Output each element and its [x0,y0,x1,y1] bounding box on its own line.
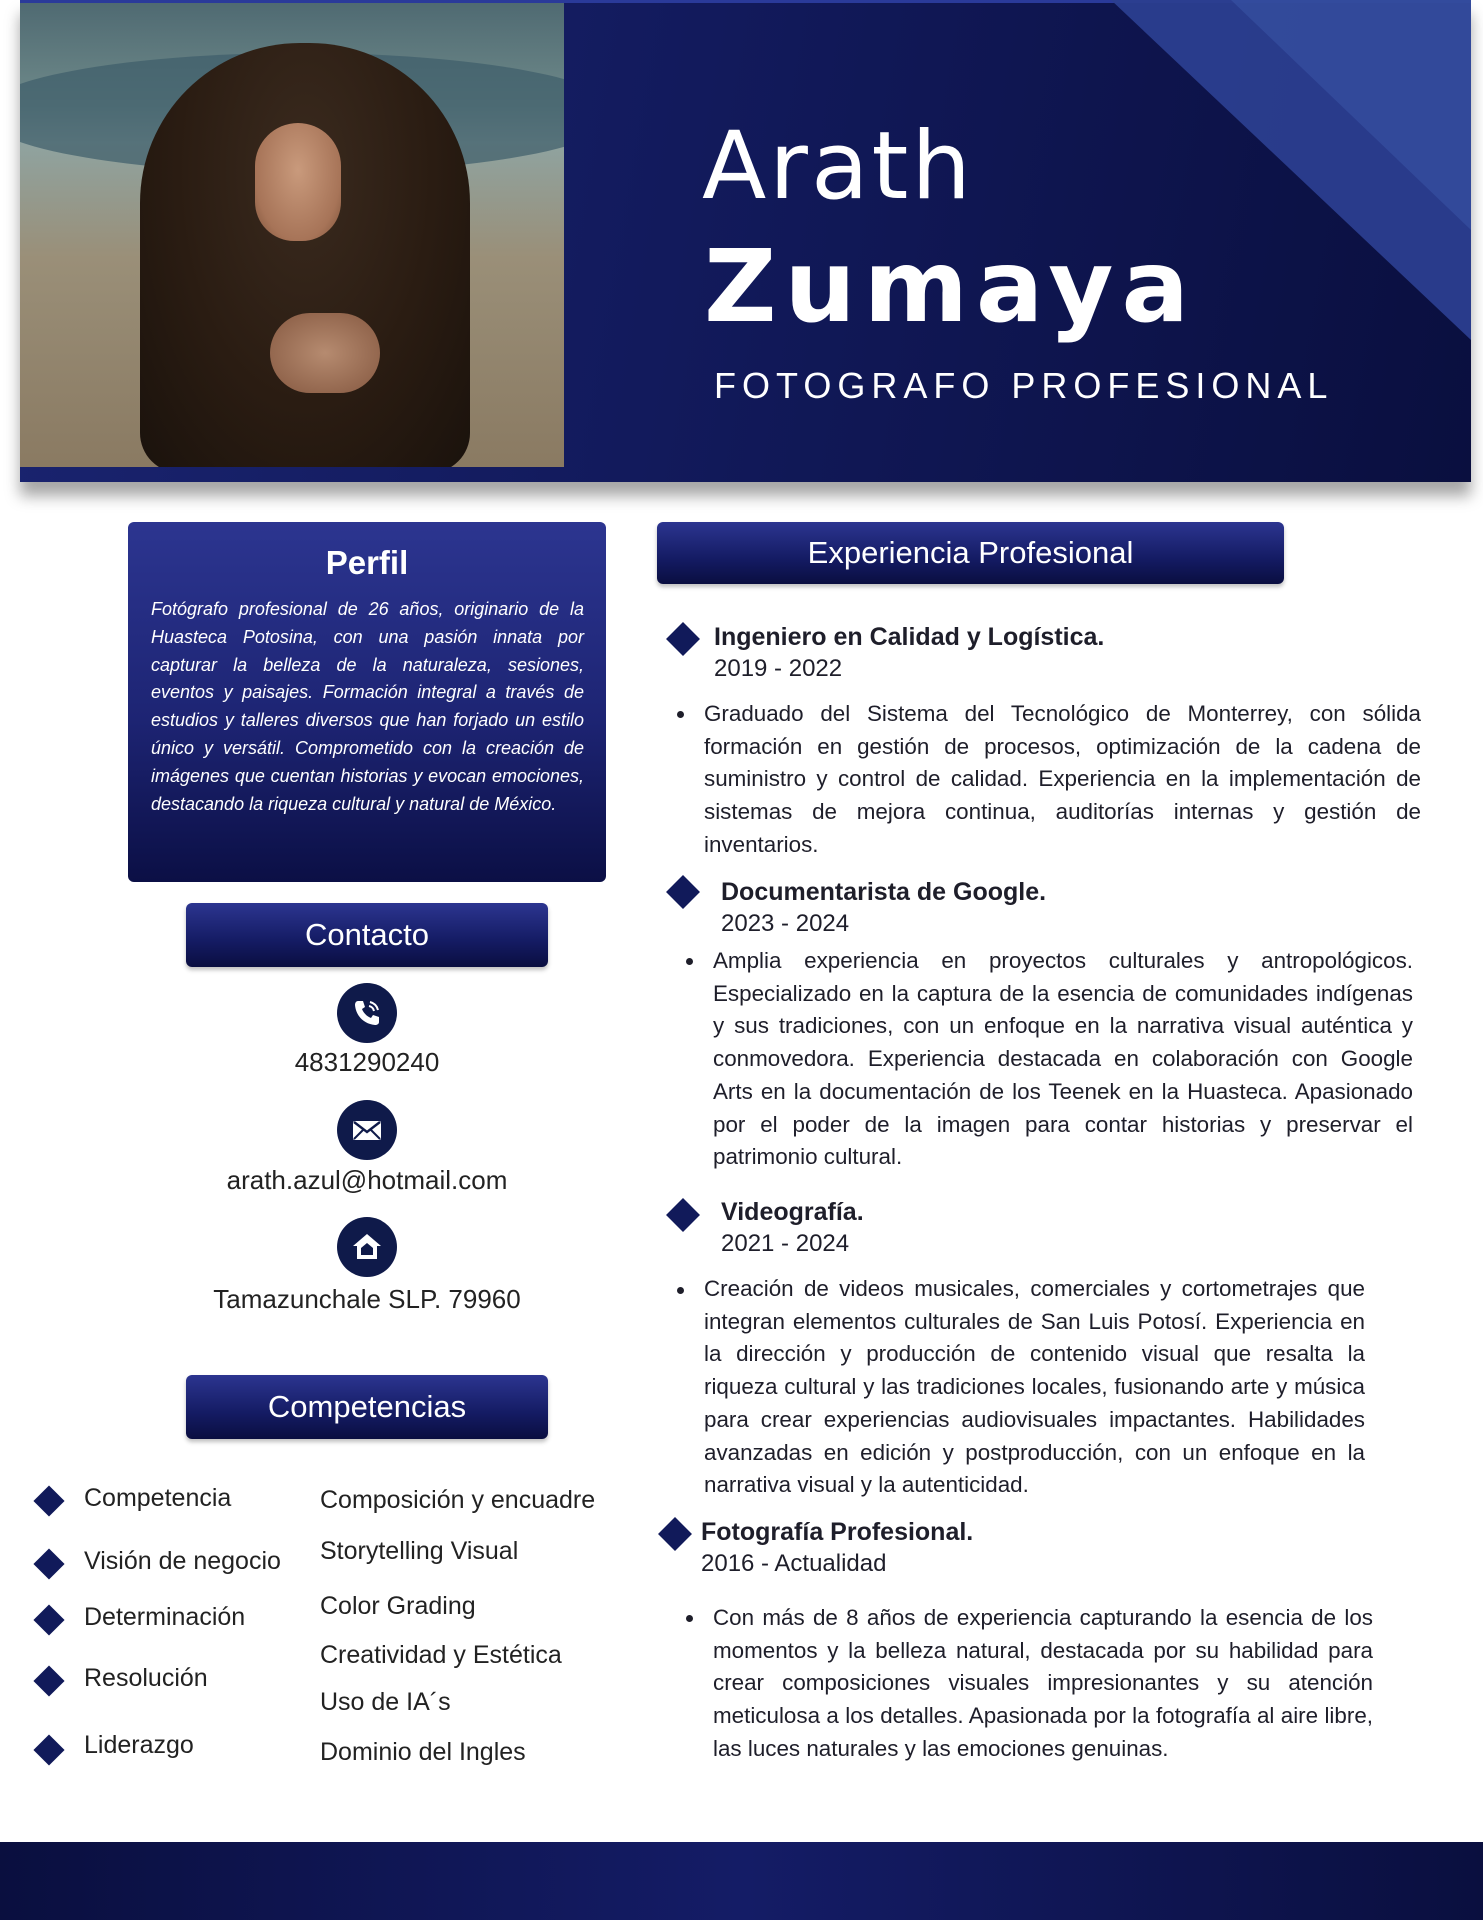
experience-title: Experiencia Profesional [807,535,1134,570]
diamond-bullet-icon [658,1517,692,1551]
list-bullet [686,1615,693,1622]
skill-item: Creatividad y Estética [320,1641,562,1669]
contact-title: Contacto [304,917,430,952]
email-icon [337,1100,397,1160]
skill-item: Resolución [84,1664,208,1692]
job-title: Documentarista de Google. [721,878,1047,906]
skill-item: Determinación [84,1603,246,1631]
first-name: Arath [702,112,974,221]
skill-item: Color Grading [320,1592,476,1620]
diamond-bullet-icon [33,1548,64,1579]
skill-item: Visión de negocio [84,1547,281,1575]
diamond-bullet-icon [666,875,700,909]
skill-item: Dominio del Ingles [320,1738,526,1766]
skill-item: Uso de IA´s [320,1688,451,1716]
contact-heading [186,903,548,967]
job-dates: 2019 - 2022 [714,655,843,682]
skills-title: Competencias [267,1389,467,1424]
contact-email[interactable]: arath.azul@hotmail.com [226,1165,508,1195]
skill-item: Composición y encuadre [320,1486,596,1514]
skills-heading [186,1375,548,1439]
header-banner [20,0,1471,482]
list-bullet [686,958,693,965]
diamond-bullet-icon [666,1198,700,1232]
home-icon [337,1217,397,1277]
job-description: Creación de videos musicales, comerciales y cortometrajes que integran elementos culturales de San Luis Potosí. Experiencia en la dirección y producción de contenido visual que resalta la riqueza cultural y las tradiciones locales, fusionando arte y música para crear experiencias audiovisuales impactantes. Habilidades avanzadas en edición y postproducción, con un enfoque en la narrativa visual y la autenticidad. [704,1276,1365,1498]
skill-item: Storytelling Visual [320,1537,519,1565]
diamond-bullet-icon [33,1485,64,1516]
last-name: Zumaya [704,228,1197,345]
diamond-bullet-icon [33,1734,64,1765]
job-description: Con más de 8 años de experiencia capturando la esencia de los momentos y la belleza natural, destacada por su habilidad para crear composiciones visuales impresionantes y su atención meticulosa a los detalles. Apasionada por la fotografía al aire libre, las luces naturales y las emociones genuinas. [713,1605,1373,1761]
job-title: Fotografía Profesional. [701,1518,974,1546]
diamond-bullet-icon [666,622,700,656]
job-title: Videografía. [721,1198,864,1226]
profile-title: Perfil [325,544,409,581]
contact-phone[interactable]: 4831290240 [294,1047,440,1077]
job-dates: 2021 - 2024 [721,1230,850,1257]
job-dates: 2023 - 2024 [721,910,850,937]
skill-item: Liderazgo [84,1731,194,1759]
decorative-triangle-light [1231,0,1471,230]
diamond-bullet-icon [33,1665,64,1696]
job-dates: 2016 - Actualidad [701,1550,887,1577]
job-description: Graduado del Sistema del Tecnológico de Monterrey, con sólida formación en gestión de procesos, optimización de la cadena de suministro y control de calidad. Experiencia en la implementación de sistemas de mejora continua, auditorías internas y gestión de inventarios. [704,701,1421,857]
job-description: Amplia experiencia en proyectos culturales y antropológicos. Especializado en la captura de la esencia de comunidades indígenas y sus tradiciones, con un enfoque en la narrativa visual auténtica y conmovedora. Experiencia destacada en colaboración con Google Arts en la documentación de los Teenek en la Huasteca. Apasionado por el poder de la imagen para contar historias y preservar el patrimonio cultural. [713,948,1413,1170]
contact-address: Tamazunchale SLP. 79960 [213,1284,521,1314]
list-bullet [677,711,684,718]
list-bullet [677,1287,684,1294]
footer-bar [0,1842,1483,1920]
job-title: Ingeniero en Calidad y Logística. [714,623,1105,651]
job-role: FOTOGRAFO PROFESIONAL [714,365,1334,406]
profile-photo [20,3,564,467]
profile-card [128,522,606,882]
profile-text: Fotógrafo profesional de 26 años, originario de la Huasteca Potosina, con una pasión innata por capturar la belleza de la naturaleza, sesiones, eventos y paisajes. Formación integral a través de estudios y talleres diversos que han forjado un estilo único y versátil. Comprometido con la creación de imágenes que cuentan historias y evocan emociones, destacando la riqueza cultural y natural de México. [151,599,584,814]
phone-icon [337,983,397,1043]
experience-heading [657,522,1284,584]
skill-item: Competencia [84,1484,232,1512]
diamond-bullet-icon [33,1604,64,1635]
